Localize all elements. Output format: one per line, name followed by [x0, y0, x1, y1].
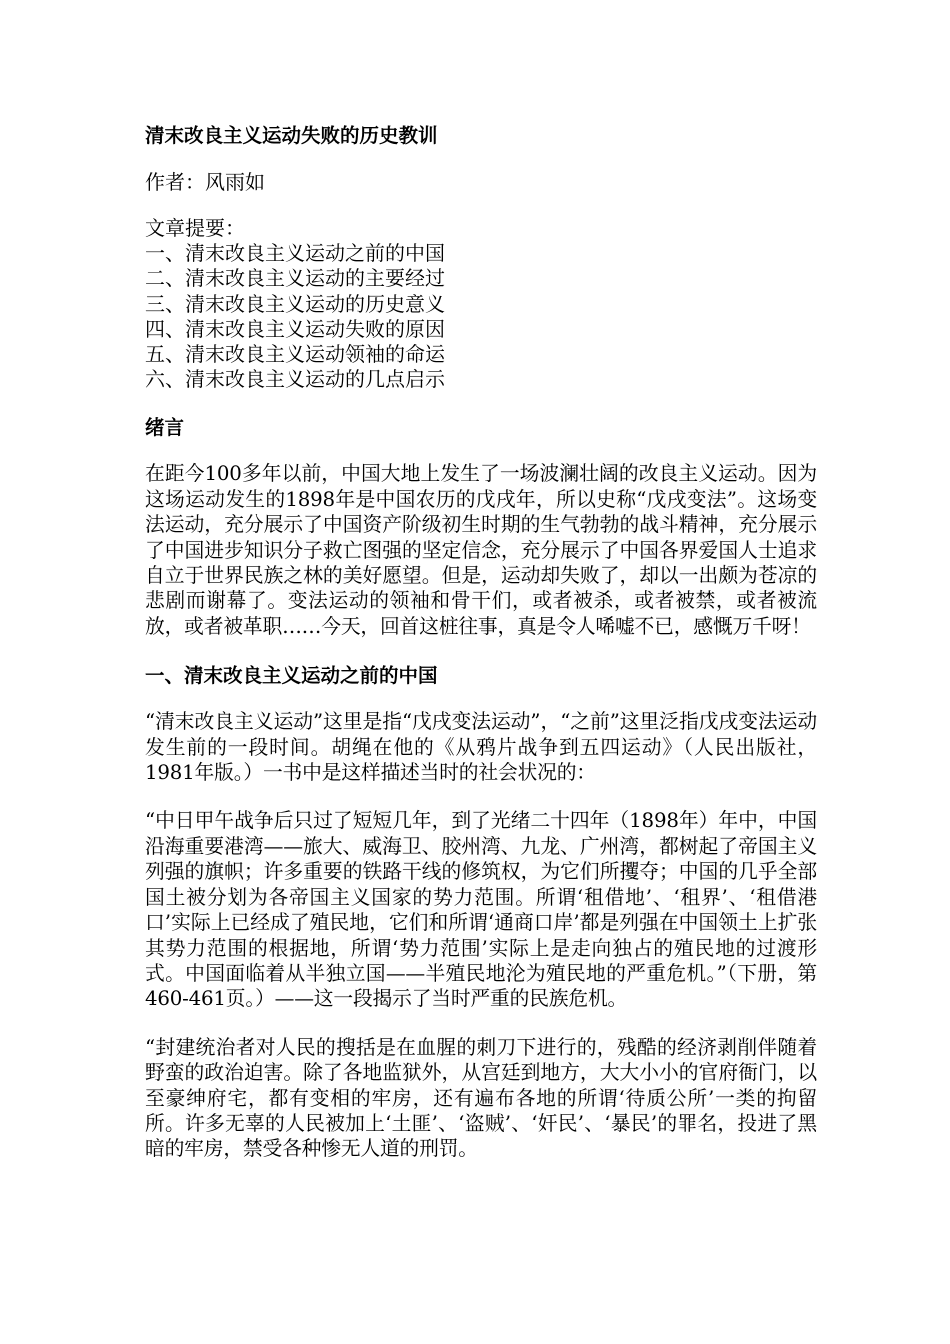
toc-item: 四、清末改良主义运动失败的原因 [145, 316, 445, 341]
article-title: 清末改良主义运动失败的历史教训 [145, 124, 438, 147]
toc-item: 五、清末改良主义运动领袖的命运 [145, 342, 445, 367]
section-1-heading: 一、清末改良主义运动之前的中国 [145, 664, 438, 688]
toc-item: 六、清末改良主义运动的几点启示 [145, 367, 445, 392]
toc-item: 一、清末改良主义运动之前的中国 [145, 241, 445, 266]
document-page [145, 122, 817, 1185]
table-of-contents [145, 216, 817, 392]
toc-item: 二、清末改良主义运动的主要经过 [145, 266, 445, 291]
article-author: 作者：风雨如 [145, 170, 265, 194]
section-1-paragraph-3: “封建统治者对人民的搜括是在血腥的刺刀下进行的，残酷的经济剥削伴随着野蛮的政治迫害。除了各地监狱外，从宫廷到地方，大大小小的官府衙门，以至豪绅府宅，都有变相的牢房，还有遍布各地的所谓‘待质公所’一类的拘留所。许多无辜的人民被加上‘土匪’、‘盗贼’、‘奸民’、‘暴民’的罪名，投进了黑暗的牢房，禁受各种惨无人道的刑罚。 [145, 1035, 817, 1161]
section-1-paragraph-1: “清末改良主义运动”这里是指“戊戌变法运动”，“之前”这里泛指戊戌变法运动发生前的一段时间。胡绳在他的《从鸦片战争到五四运动》（人民出版社，1981年版。）一书中是这样描述当时的社会状况的： [145, 710, 817, 785]
preface-heading: 绪言 [145, 416, 185, 440]
toc-item: 三、清末改良主义运动的历史意义 [145, 291, 445, 316]
section-1-paragraph-2: “中日甲午战争后只过了短短几年，到了光绪二十四年（1898年）年中，中国沿海重要港湾——旅大、威海卫、胶州湾、九龙、广州湾，都树起了帝国主义列强的旗帜；许多重要的铁路干线的修筑权，为它们所攫夺；中国的几乎全部国土被分划为各帝国主义国家的势力范围。所谓‘租借地’、‘租界’、‘租借港口’实际上已经成了殖民地，它们和所谓‘通商口岸’都是列强在中国领土上扩张其势力范围的根据地，所谓‘势力范围’实际上是走向独占的殖民地的过渡形式。中国面临着从半独立国——半殖民地沦为殖民地的严重危机。”（下册，第460-461页。）——这一段揭示了当时严重的民族危机。 [145, 809, 817, 1011]
summary-label: 文章提要： [145, 216, 245, 240]
preface-paragraph: 在距今100多年以前，中国大地上发生了一场波澜壮阔的改良主义运动。因为这场运动发生的1898年是中国农历的戊戌年，所以史称“戊戌变法”。这场变法运动，充分展示了中国资产阶级初生时期的生气勃勃的战斗精神，充分展示了中国进步知识分子救亡图强的坚定信念，充分展示了中国各界爱国人士追求自立于世界民族之林的美好愿望。但是，运动却失败了，却以一出颇为苍凉的悲剧而谢幕了。变法运动的领袖和骨干们，或者被杀，或者被禁，或者被流放，或者被革职……今天，回首这桩往事，真是令人唏嘘不已，感慨万千呀！ [145, 462, 817, 638]
